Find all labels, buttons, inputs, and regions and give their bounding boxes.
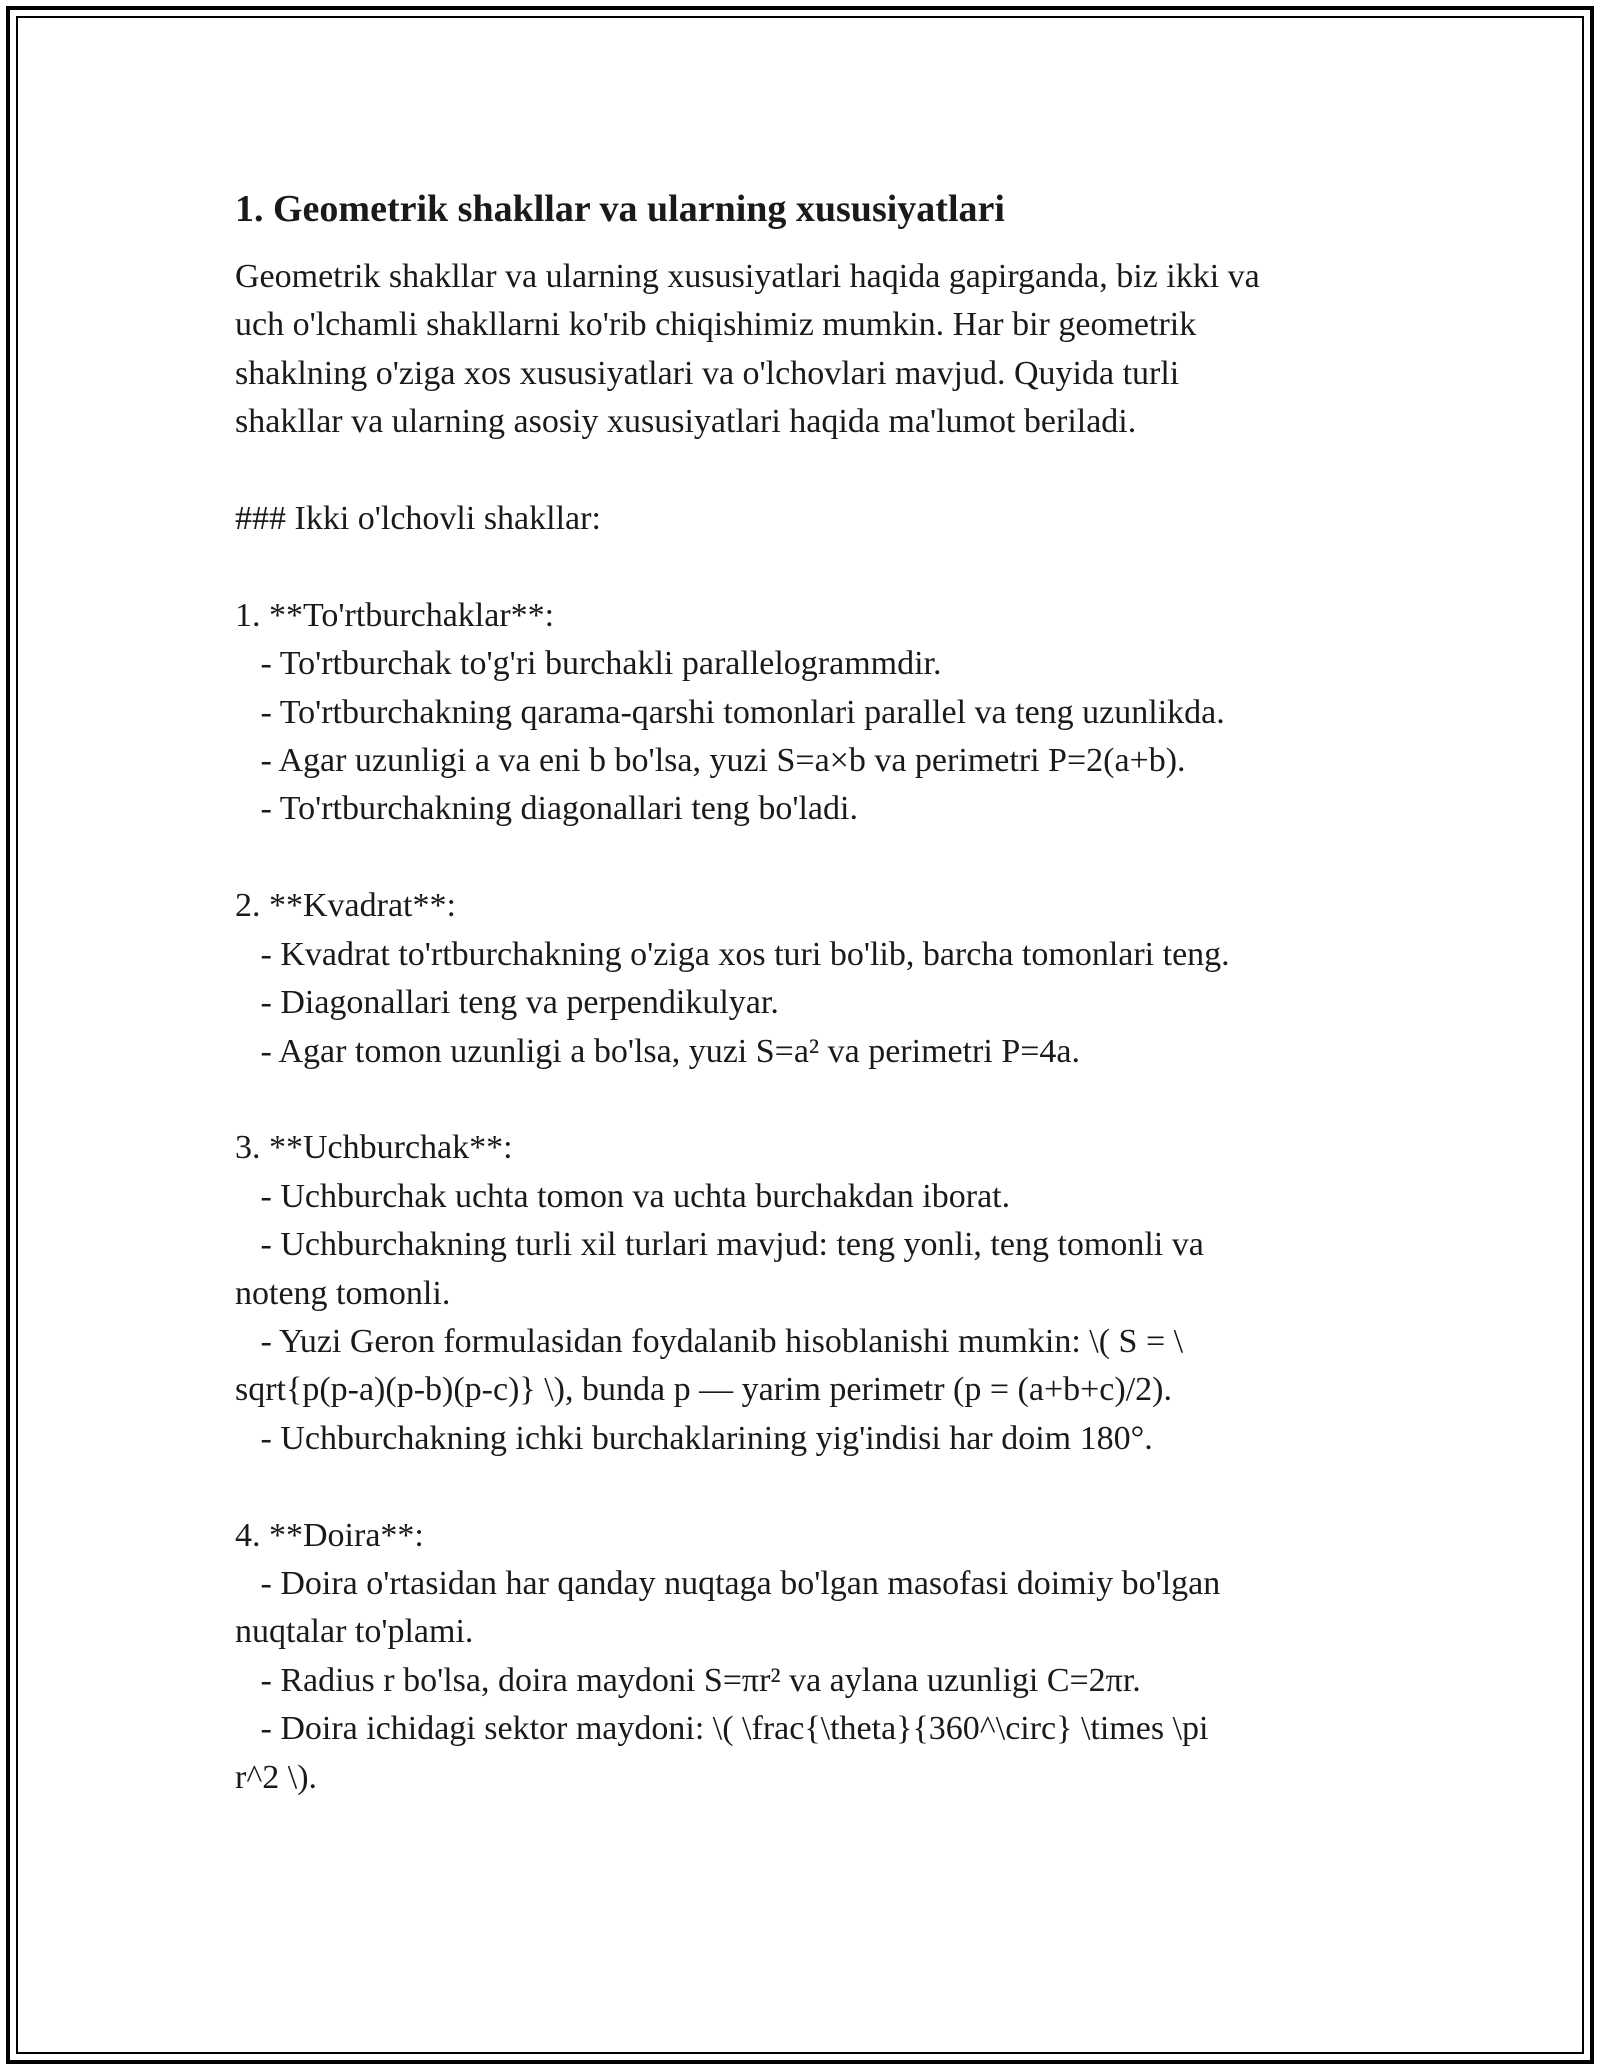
document-body: Geometrik shakllar va ularning xususiyatlari haqida gapirganda, biz ikki va uch o'lchamli shakllarni ko'rib chiqishimiz mumkin. Har bir geometrik shaklning o'ziga xos xususiyatlari va o'lchovlari mavjud. Quyida turli shakllar va ularning asosiy xususiyatlari haqida ma'lumot beriladi. ### Ikki o'lchovli shakllar: 1. **To'rtburchaklar**: - To'rtburchak to'g'ri burchakli parallelogrammdir. - To'rtburchakning qarama-qarshi tomonlari parallel va teng uzunlikda. - Agar uzunligi a va eni b bo'lsa, yuzi S=a×b va perimetri P=2(a+b). - To'rtburchakning diagonallari teng bo'ladi. 2. **Kvadrat**: - Kvadrat to'rtburchakning o'ziga xos turi bo'lib, barcha tomonlari teng. - Diagonallari teng va perpendikulyar. - Agar tomon uzunligi a bo'lsa, yuzi S=a² va perimetri P=4a. 3. **Uchburchak**: - Uchburchak uchta tomon va uchta burchakdan iborat. - Uchburchakning turli xil turlari mavjud: teng yonli, teng tomonli va noteng tomonli. - Yuzi Geron formulasidan foydalanib hisoblanishi mumkin: \( S = \ sqrt{p(p-a)(p-b)(p-c)} \), bunda p — yarim perimetr (p = (a+b+c)/2). - Uchburchakning ichki burchaklarining yig'indisi har doim 180°. 4. **Doira**: - Doira o'rtasidan har qanday nuqtaga bo'lgan masofasi doimiy bo'lgan nuqtalar to'plami. - Radius r bo'lsa, doira maydoni S=πr² va aylana uzunligi C=2πr. - Doira ichidagi sektor maydoni: \( \frac{\theta}{360^\circ} \times \pi r^2 \). xyxy=(235,258,1260,1796)
document-content xyxy=(235,185,1365,1802)
document-title: 1. Geometrik shakllar va ularning xususiyatlari xyxy=(235,188,1005,230)
